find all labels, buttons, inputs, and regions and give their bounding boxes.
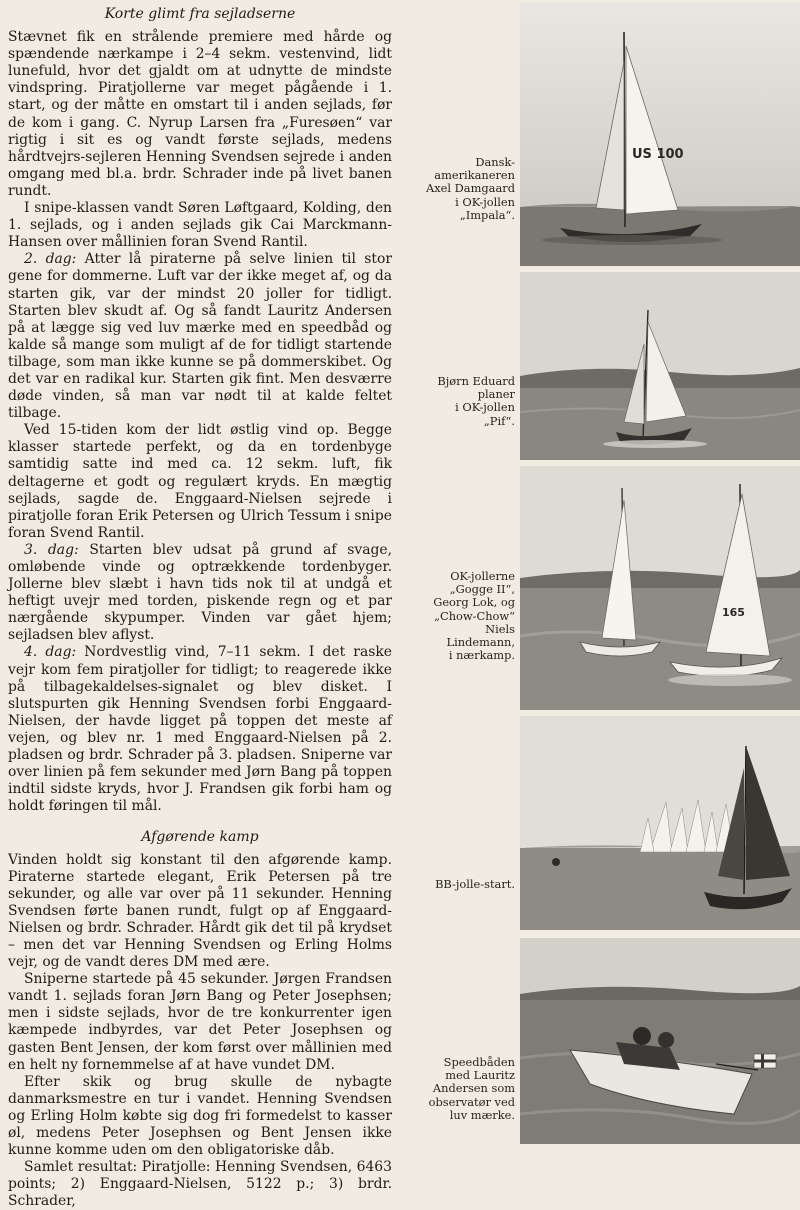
photo-caption: Speedbåden med Lauritz Andersen som observatør ved luv mærke. xyxy=(428,1055,515,1122)
sail-number-text: 165 xyxy=(722,606,745,619)
photo-row-pif xyxy=(405,268,800,464)
day-label: 4. dag: xyxy=(24,644,77,661)
paragraph-premiere: Stævnet fik en strålende premiere med hårde og spændende nærkampe i 2–4 sekm. vestenvind, lidt lunefuld, hvor det gjaldt om at udnytte de mindste vindspring. Piratjollerne var meget pågående i 1. start, og der måtte en omstart til i anden sejlads, før de kom i gang. C. Nyrup Larsen fra „Furesøen“ var rigtig i sit es og vandt første sejlads, medens hårdtvejrs-sejleren Henning Svendsen sejrede i anden omgang med bl.a. brdr. Schrader inde på livet banen rundt. xyxy=(8,29,392,199)
day-text: Nordvestlig vind, 7–11 sekm. I det raske vejr kom fem piratjoller for tidligt; to reagerede ikke på tilbagekaldelses-signalet og blev disket. I slutspurten gik Henning Svendsen forbi Enggaard-Nielsen, der havde ligget på toppen det meste af vejen, og blev nr. 1 med Enggaard-Nielsen på 2. pladsen og brdr. Schrader på 3. pladsen. Sniperne var over linien på fem sekunder med Jørn Bang på toppen indtil sidste kryds, hvor J. Frandsen gik forbi ham og holdt føringen til mål. xyxy=(8,644,392,815)
paragraph-snipe: I snipe-klassen vandt Søren Løftgaard, Kolding, den 1. sejlads, og i anden sejlads gik Cai Marckmann-Hansen over mållinien foran Svend Rantil. xyxy=(8,200,392,251)
sail-number-text: US 100 xyxy=(632,147,684,162)
photo-column xyxy=(405,0,800,1146)
photo-caption: BB-jolle-start. xyxy=(435,877,515,891)
section-title-afgoerende-kamp: Afgørende kamp xyxy=(141,829,259,846)
photo-caption: OK-jollerne „Gogge II“, Georg Lok, og „Chow-Chow“ Niels Lindemann, i nærkamp. xyxy=(433,569,515,663)
paragraph-day-4 xyxy=(8,644,392,815)
photo-row-bb-jolle xyxy=(405,712,800,934)
photo-bb-jolle-start xyxy=(520,716,800,930)
section-title-korte-glimt: Korte glimt fra sejladserne xyxy=(104,6,296,22)
day-label: 2. dag: xyxy=(24,251,77,268)
photo-ok-jollerne xyxy=(520,466,800,710)
photo-caption: Dansk- amerikaneren Axel Damgaard i OK-jollen „Impala“. xyxy=(426,155,515,222)
paragraph-skik-og-brug: Efter skik og brug skulle de nybagte danmarksmestre en tur i vandet. Henning Svendsen og Erling Holm købte sig dog fri formedelst to kasser øl, medens Peter Josephsen og Bent Jensen ikke kunne komme uden om den obligatoriske dåb. xyxy=(8,1073,392,1159)
paragraph-15-tiden: Ved 15-tiden kom der lidt østlig vind op. Begge klasser startede perfekt, og da en tordenbyge samtidig satte ind med ca. 12 sekm. luft, fik deltagerne et godt og regulært kryds. En mægtig sejlads, sagde de. Enggaard-Nielsen sejrede i piratjolle foran Erik Petersen og Ulrich Tessum i snipe foran Svend Rantil. xyxy=(8,422,392,541)
paragraph-afgoerende: Vinden holdt sig konstant til den afgørende kamp. Piraterne startede elegant, Erik Petersen på tre sekunder, og alle var over på 11 sekunder. Henning Svendsen førte banen rundt, fulgt op af Enggaard-Nielsen og brdr. Schrader. Hårdt gik det til på krydset – men det var Henning Svendsen og Erling Holms vejr, og de vandt deres DM med ære. xyxy=(8,851,392,971)
photo-row-ok-jollerne xyxy=(405,464,800,712)
paragraph-day-2 xyxy=(8,251,392,422)
photo-pif xyxy=(520,272,800,460)
paragraph-samlet-resultat: Samlet resultat: Piratjolle: Henning Svendsen, 6463 points; 2) Enggaard-Nielsen, 5122 p.; 3) brdr. Schrader, xyxy=(8,1159,392,1210)
day-text: Starten blev udsat på grund af svage, omløbende vinde og optrækkende tordenbyger. Jollerne blev slæbt i havn tids nok til at undgå et heftigt uvejr med torden, piskende regn og et par nærgående skypumper. Vinden var gået hjem; sejladsen blev aflyst. xyxy=(8,541,393,644)
paragraph-sniperne: Sniperne startede på 45 sekunder. Jørgen Frandsen vandt 1. sejlads foran Jørn Bang og Peter Josephsen; men i sidste sejlads, hvor de tre konkurrenter igen kæmpede indbyrdes, var det Peter Josephsen og gasten Bent Jensen, der kom først over mållinien med en helt ny fornemmelse af at have vundet DM. xyxy=(8,971,392,1073)
photo-row-speedbaad xyxy=(405,934,800,1146)
photo-impala xyxy=(520,2,800,266)
photo-caption: Bjørn Eduard planer i OK-jollen „Pif“. xyxy=(437,374,515,428)
photo-row-impala xyxy=(405,0,800,268)
day-text: Atter lå piraterne på selve linien til stor gene for dommerne. Luft var der ikke meget af, og da starten gik, var der mindst 20 joller for tidligt. Starten blev skudt af. Og så fandt Lauritz Andersen på at lægge sig ved luv mærke med en speedbåd og kalde så mange som muligt af de for tidligt startende tilbage, som man ikke kunne se på dommerskibet. Og det var en radikal kur. Starten gik fint. Men desværre døde vinden, så man var nødt til at kalde feltet tilbage. xyxy=(8,251,392,422)
article-text-column xyxy=(8,6,392,1210)
paragraph-day-3 xyxy=(8,542,392,645)
photo-speedbaad xyxy=(520,938,800,1144)
day-label: 3. dag: xyxy=(24,541,79,558)
